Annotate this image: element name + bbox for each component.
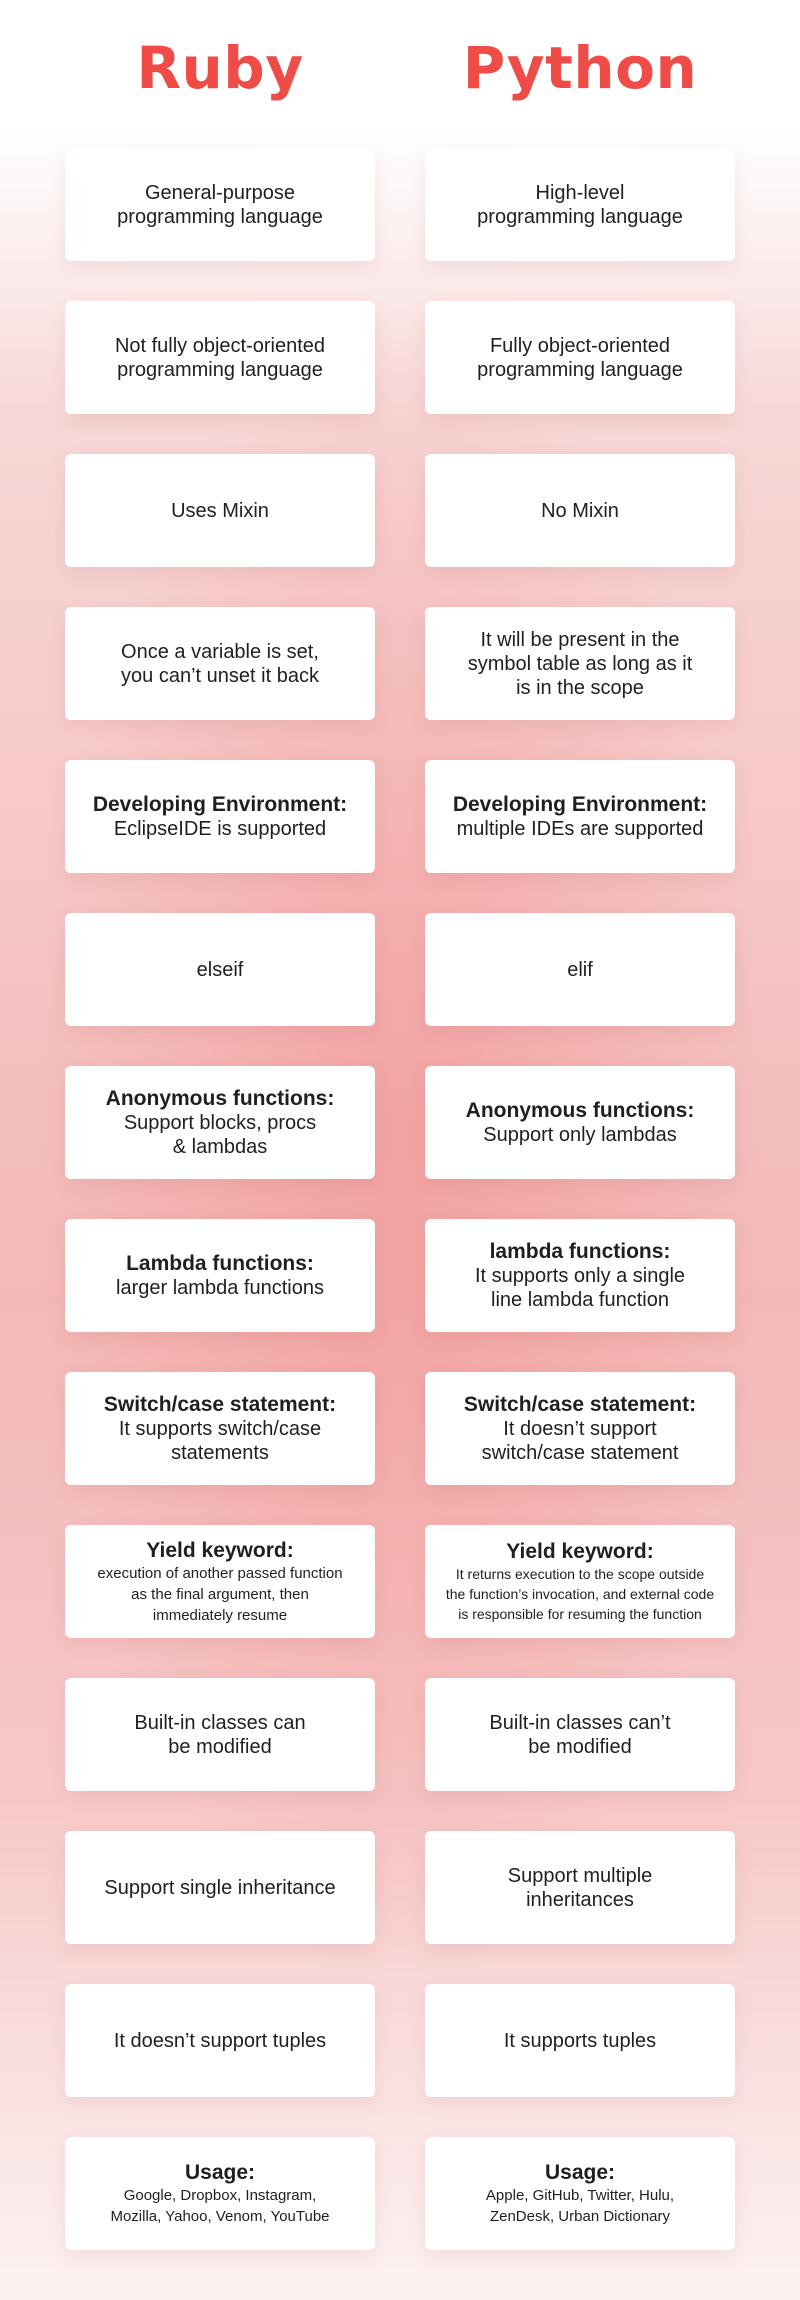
ruby-card: [65, 1831, 375, 1944]
card-text: It supports only a single line lambda function: [474, 1265, 686, 1311]
python-card: [425, 1219, 735, 1332]
comparison-row: [65, 454, 735, 567]
card-heading: Usage:: [184, 2161, 256, 2184]
comparison-table: [65, 148, 735, 2290]
card-text: Built-in classes can be modified: [134, 1711, 306, 1758]
card-text: larger lambda functions: [116, 1277, 324, 1299]
card-heading: Switch/case statement:: [103, 1393, 337, 1416]
python-card: [425, 148, 735, 261]
card-text: Once a variable is set, you can’t unset it back: [121, 640, 319, 687]
ruby-card: [65, 607, 375, 720]
card-text: Support multiple inheritances: [507, 1864, 653, 1911]
python-card: [425, 607, 735, 720]
column-headers: [0, 28, 800, 108]
ruby-card: [65, 1066, 375, 1179]
card-text: Fully object-oriented programming language: [477, 334, 683, 381]
ruby-card: [65, 301, 375, 414]
ruby-card: [65, 148, 375, 261]
card-text: Google, Dropbox, Instagram, Mozilla, Yahoo, Venom, YouTube: [110, 2187, 330, 2225]
python-card: [425, 301, 735, 414]
comparison-row: [65, 1372, 735, 1485]
comparison-row: [65, 1066, 735, 1179]
card-text: execution of another passed function as the final argument, then immediately resume: [97, 1564, 343, 1624]
card-text: High-level programming language: [477, 181, 683, 228]
card-text: Support only lambdas: [483, 1124, 677, 1146]
card-heading: Lambda functions:: [126, 1252, 314, 1275]
card-text: It supports tuples: [503, 2029, 657, 2052]
comparison-row: [65, 760, 735, 873]
card-text: It doesn’t support tuples: [113, 2029, 327, 2052]
card-text: It doesn’t support switch/case statement: [481, 1418, 679, 1464]
card-heading: Developing Environment:: [452, 793, 708, 816]
card-heading: Yield keyword:: [146, 1538, 294, 1562]
card-text: No Mixin: [541, 499, 619, 522]
comparison-row: [65, 1219, 735, 1332]
comparison-row: [65, 148, 735, 261]
card-heading: Yield keyword:: [506, 1540, 654, 1563]
python-card: [425, 1984, 735, 2097]
comparison-row: [65, 607, 735, 720]
card-text: Built-in classes can’t be modified: [489, 1711, 671, 1758]
card-text: General-purpose programming language: [117, 181, 323, 228]
card-heading: Anonymous functions:: [105, 1087, 335, 1110]
card-text: It will be present in the symbol table as long as it is in the scope: [467, 628, 693, 699]
card-text: Apple, GitHub, Twitter, Hulu, ZenDesk, Urban Dictionary: [485, 2187, 675, 2225]
card-text: Support blocks, procs & lambdas: [123, 1112, 317, 1158]
comparison-row: [65, 1831, 735, 1944]
comparison-row: [65, 913, 735, 1026]
card-text: Uses Mixin: [171, 499, 269, 522]
comparison-row: [65, 1678, 735, 1791]
python-title: Python: [462, 34, 698, 102]
comparison-row: [65, 2137, 735, 2250]
python-card: [425, 760, 735, 873]
python-card: [425, 454, 735, 567]
ruby-card: [65, 2137, 375, 2250]
python-card: [425, 1678, 735, 1791]
python-card: [425, 2137, 735, 2250]
ruby-card: [65, 1984, 375, 2097]
comparison-row: [65, 1525, 735, 1638]
comparison-row: [65, 1984, 735, 2097]
python-card: [425, 1372, 735, 1485]
card-text: elif: [567, 958, 593, 981]
python-card: [425, 1066, 735, 1179]
card-heading: Switch/case statement:: [463, 1393, 697, 1416]
card-text: It supports switch/case statements: [118, 1418, 322, 1464]
ruby-card: [65, 454, 375, 567]
card-text: Support single inheritance: [104, 1876, 336, 1899]
ruby-card: [65, 1219, 375, 1332]
card-text: multiple IDEs are supported: [456, 818, 704, 840]
python-card: [425, 913, 735, 1026]
python-card: [425, 1525, 735, 1638]
ruby-card: [65, 760, 375, 873]
ruby-card: [65, 1678, 375, 1791]
card-text: Not fully object-oriented programming language: [114, 334, 326, 381]
card-text: It returns execution to the scope outside the function’s invocation, and external code is responsible for resuming the function: [445, 1566, 715, 1622]
card-heading: Developing Environment:: [92, 793, 348, 816]
python-card: [425, 1831, 735, 1944]
card-heading: Anonymous functions:: [465, 1099, 695, 1122]
ruby-title: Ruby: [136, 34, 304, 102]
card-text: elseif: [196, 958, 244, 981]
card-heading: Usage:: [544, 2161, 616, 2184]
card-text: EclipseIDE is supported: [113, 818, 327, 840]
ruby-card: [65, 1372, 375, 1485]
ruby-card: [65, 913, 375, 1026]
ruby-card: [65, 1525, 375, 1638]
comparison-row: [65, 301, 735, 414]
card-heading: lambda functions:: [489, 1240, 671, 1263]
